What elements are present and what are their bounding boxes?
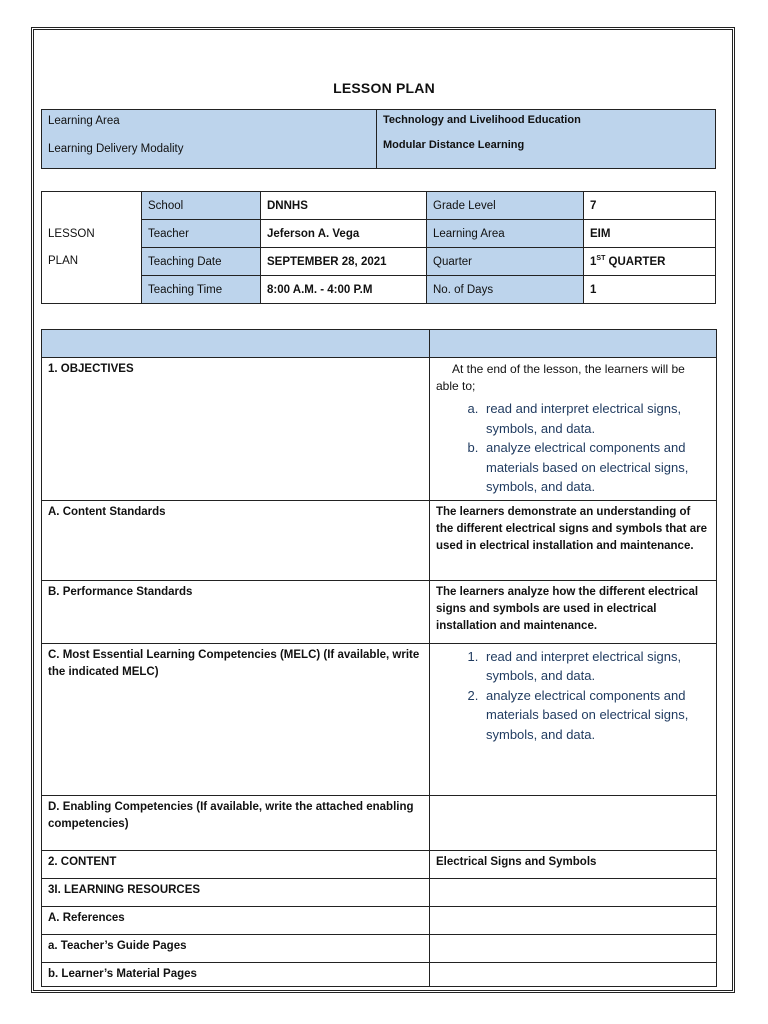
quarter-value <box>584 248 716 276</box>
learning-area-value: Technology and Livelihood Education <box>383 114 581 126</box>
learning-area-label: Learning Area <box>48 115 120 127</box>
grade-level-label: Grade Level <box>427 192 584 220</box>
teaching-time-label: Teaching Time <box>142 276 261 304</box>
header-right-cell <box>377 110 716 169</box>
objectives-cell <box>430 358 717 501</box>
objective-item: b. analyze electrical components and materials based on electrical signs, symbols, and data. <box>482 438 710 497</box>
melc-item: 2. analyze electrical components and materials based on electrical signs, symbols, and data. <box>482 686 710 745</box>
performance-standards-text: The learners analyze how the different electrical signs and symbols are used in electrical installation and maintenance. <box>430 580 717 643</box>
header-left-cell <box>42 110 377 169</box>
grade-level-value: 7 <box>584 192 716 220</box>
teacher-label: Teacher <box>142 220 261 248</box>
lesson-plan-table <box>41 329 717 987</box>
plan-label: PLAN <box>48 255 79 267</box>
teaching-date-label: Teaching Date <box>142 248 261 276</box>
content-text: Electrical Signs and Symbols <box>430 850 717 878</box>
teacher-value: Jeferson A. Vega <box>261 220 427 248</box>
school-label: School <box>142 192 261 220</box>
lesson-plan-cell <box>42 192 142 304</box>
references-label: A. References <box>42 906 430 934</box>
quarter-number: 1 <box>590 255 597 268</box>
learner-material-label: b. Learner’s Material Pages <box>42 962 430 986</box>
page-title: LESSON PLAN <box>333 80 435 96</box>
quarter-suffix: ST <box>596 255 606 263</box>
learning-area-value-2: EIM <box>584 220 716 248</box>
delivery-modality-label: Learning Delivery Modality <box>48 143 184 155</box>
header-info-box <box>41 109 716 169</box>
melc-list <box>436 647 710 745</box>
objectives-intro: At the end of the lesson, the learners will be able to; <box>436 362 685 393</box>
learner-material-value <box>430 962 717 986</box>
objectives-list <box>436 399 710 497</box>
melc-label: C. Most Essential Learning Competencies (MELC) (If available, write the indicated MELC) <box>42 643 430 795</box>
teaching-time-value: 8:00 A.M. - 4:00 P.M <box>261 276 427 304</box>
performance-standards-label: B. Performance Standards <box>42 580 430 643</box>
delivery-modality-value: Modular Distance Learning <box>383 139 525 151</box>
objective-item: a. read and interpret electrical signs, symbols, and data. <box>482 399 710 438</box>
days-value: 1 <box>584 276 716 304</box>
references-value <box>430 906 717 934</box>
content-standards-text: The learners demonstrate an understanding of the different electrical signs and symbols that are used in electrical installation and maintenance. <box>430 500 717 580</box>
quarter-word: QUARTER <box>605 255 666 268</box>
resources-value <box>430 878 717 906</box>
objectives-label: 1. OBJECTIVES <box>42 358 430 501</box>
lesson-label: LESSON <box>48 228 95 240</box>
melc-cell <box>430 643 717 795</box>
school-info-table <box>41 191 716 304</box>
days-label: No. of Days <box>427 276 584 304</box>
quarter-label: Quarter <box>427 248 584 276</box>
teacher-guide-label: a. Teacher’s Guide Pages <box>42 934 430 962</box>
learning-area-label-2: Learning Area <box>427 220 584 248</box>
content-standards-label: A. Content Standards <box>42 500 430 580</box>
enabling-text <box>430 795 717 850</box>
enabling-label: D. Enabling Competencies (If available, write the attached enabling competencies) <box>42 795 430 850</box>
school-value: DNNHS <box>261 192 427 220</box>
resources-label: 3I. LEARNING RESOURCES <box>42 878 430 906</box>
content-label: 2. CONTENT <box>42 850 430 878</box>
teacher-guide-value <box>430 934 717 962</box>
melc-item: 1. read and interpret electrical signs, symbols, and data. <box>482 647 710 686</box>
header-blank-right <box>430 330 717 358</box>
header-blank-left <box>42 330 430 358</box>
teaching-date-value: SEPTEMBER 28, 2021 <box>261 248 427 276</box>
